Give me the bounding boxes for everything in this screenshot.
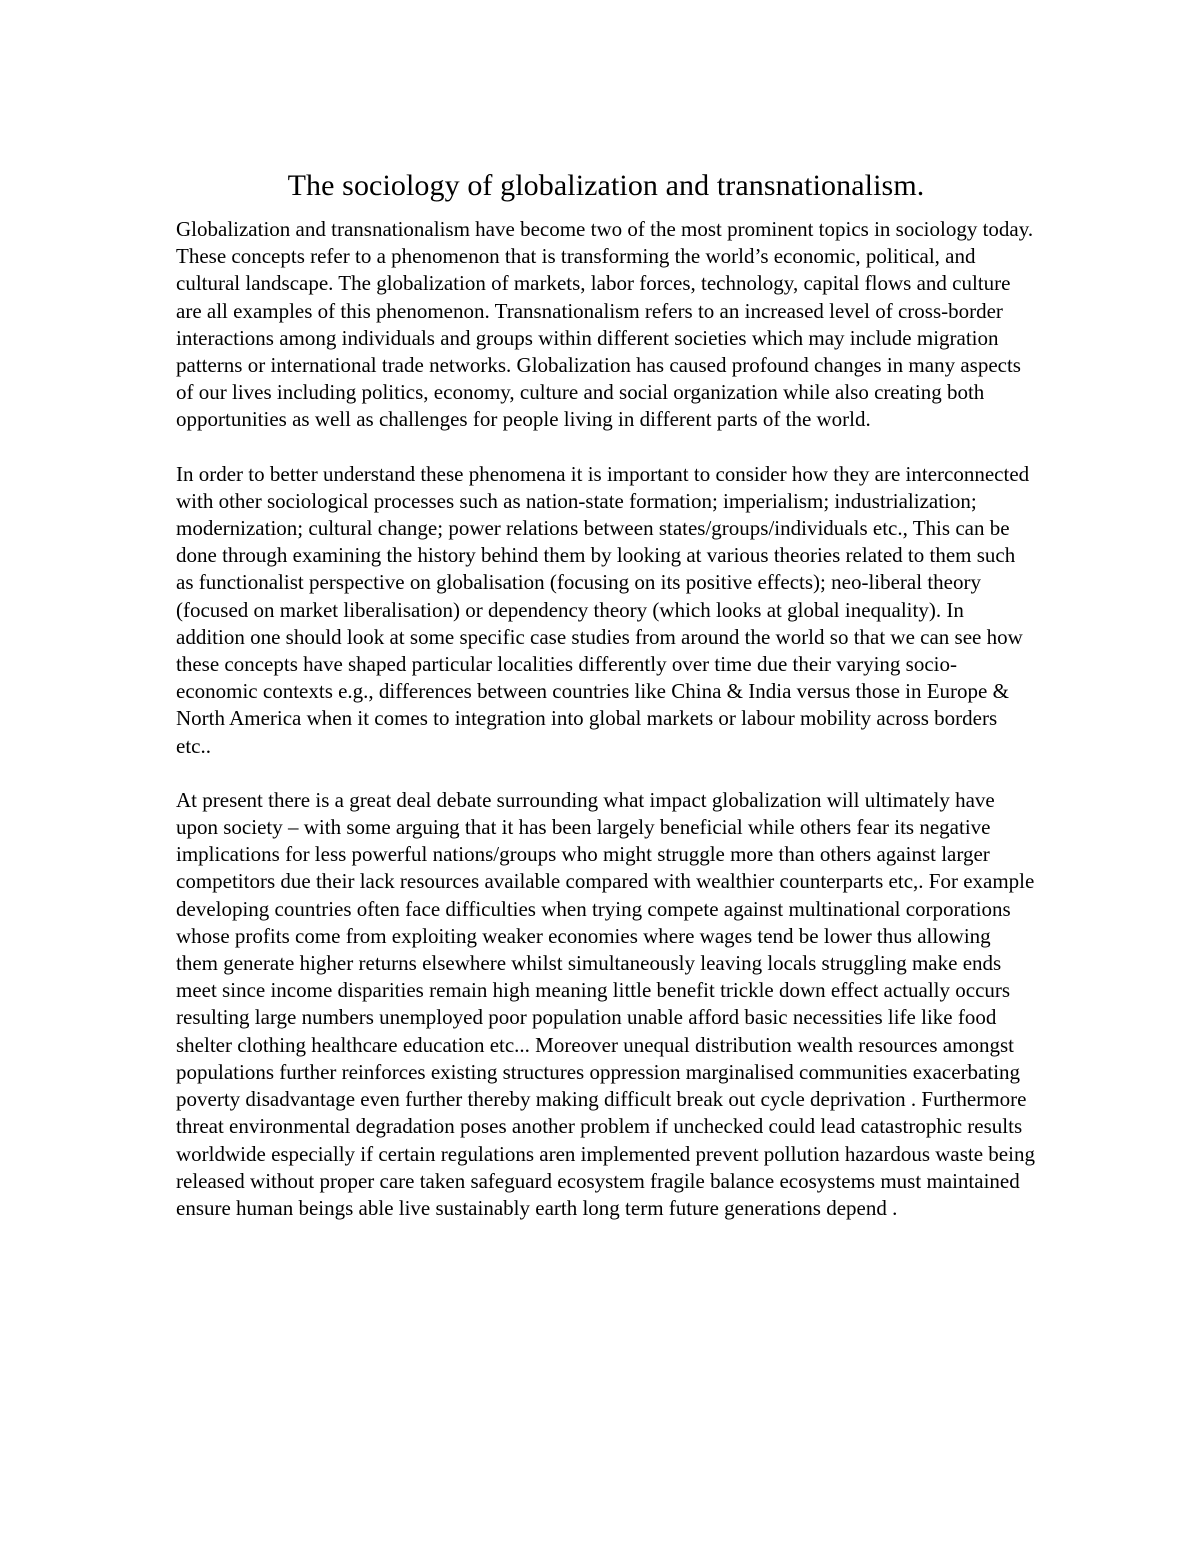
paragraph-2: In order to better understand these phenomena it is important to consider how they are interconnected with other sociological processes such as nation-state formation; imperialism; industrialization; modernization; cultural change; power relations between states/groups/individuals etc., This can be done through examining the history behind them by looking at various theories related to them such as functionalist perspective on globalisation (focusing on its positive effects); neo-liberal theory (focused on market liberalisation) or dependency theory (which looks at global inequality). In addition one should look at some specific case studies from around the world so that we can see how these concepts have shaped particular localities differently over time due their varying socio-economic contexts e.g., differences between countries like China & India versus those in Europe & North America when it comes to integration into global markets or labour mobility across borders etc..	[176, 461, 1030, 758]
page-title: The sociology of globalization and transnationalism.	[287, 169, 925, 202]
document-body	[176, 168, 1036, 1222]
paragraph-1: Globalization and transnationalism have become two of the most prominent topics in sociology today. These concepts refer to a phenomenon that is transforming the world’s economic, political, and cultural landscape. The globalization of markets, labor forces, technology, capital flows and culture are all examples of this phenomenon. Transnationalism refers to an increased level of cross-border interactions among individuals and groups within different societies which may include migration patterns or international trade networks. Globalization has caused profound changes in many aspects of our lives including politics, economy, culture and social organization while also creating both opportunities as well as challenges for people living in different parts of the world.	[176, 217, 1034, 432]
paragraph-3: At present there is a great deal debate surrounding what impact globalization will ultimately have upon society – with some arguing that it has been largely beneficial while others fear its negative implications for less powerful nations/groups who might struggle more than others against larger competitors due their lack resources available compared with wealthier counterparts etc,. For example developing countries often face difficulties when trying compete against multinational corporations whose profits come from exploiting weaker economies where wages tend be lower thus allowing them generate higher returns elsewhere whilst simultaneously leaving locals struggling make ends meet since income disparities remain high meaning little benefit trickle down effect actually occurs resulting large numbers unemployed poor population unable afford basic necessities life like food shelter clothing healthcare education etc... Moreover unequal distribution wealth resources amongst populations further reinforces existing structures oppression marginalised communities exacerbating poverty disadvantage even further thereby making difficult break out cycle deprivation . Furthermore threat environmental degradation poses another problem if unchecked could lead catastrophic results worldwide especially if certain regulations aren implemented prevent pollution hazardous waste being released without proper care taken safeguard ecosystem fragile balance ecosystems must maintained ensure human beings able live sustainably earth long term future generations depend .	[176, 787, 1035, 1220]
